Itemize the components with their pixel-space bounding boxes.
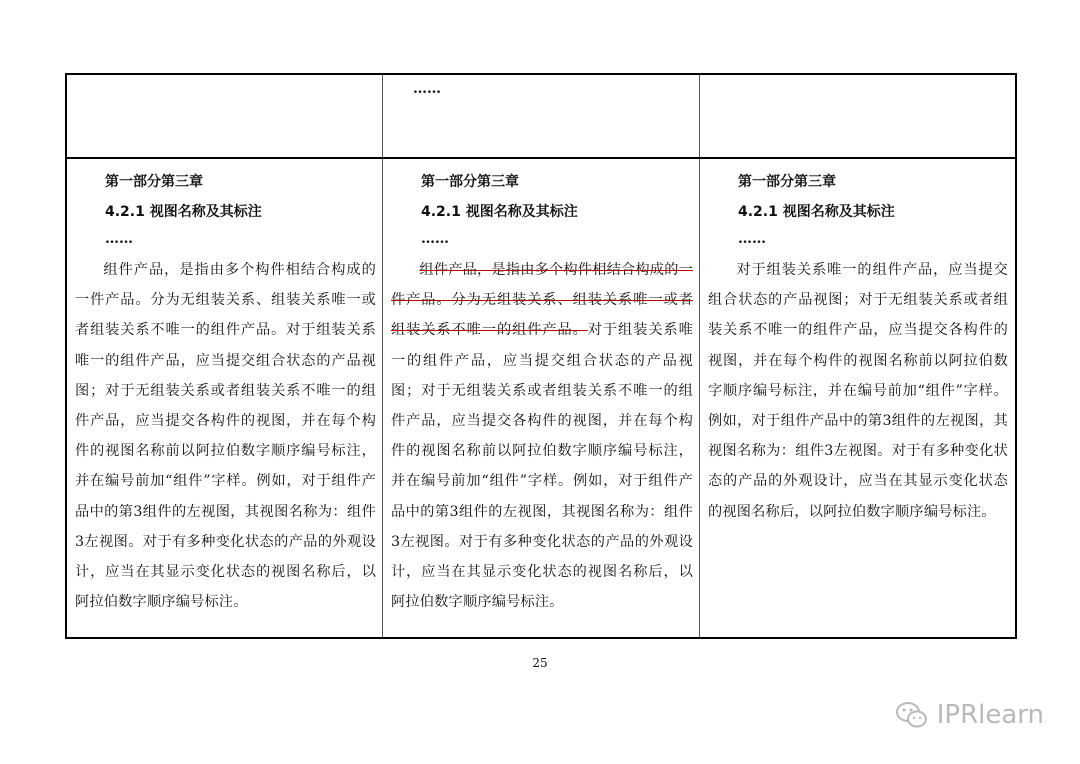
subsection-heading: 4.2.1 视图名称及其标注 bbox=[738, 204, 895, 220]
ellipsis: …… bbox=[413, 81, 441, 97]
body-text: 对于组装关系唯一的组件产品，应当提交组合状态的产品视图；对于无组装关系或者组装关系不唯一的组件产品，应当提交各构件的视图，并在每个构件的视图名称前以阿拉伯数字顺序编号标注，并在编号前加“组件”字样。例如，对于组件产品中的第3组件的左视图，其视图名称为：组件3左视图。对于有多种变化状态的产品的外观设计，应当在其显示变化状态的视图名称后，以阿拉伯数字顺序编号标注。 bbox=[391, 322, 693, 611]
deleted-text: 组件产品，是指由多个构件相结合构成的一件产品。分为无组装关系、组装关系唯一或者组装关系不唯一的组件产品。 bbox=[391, 262, 693, 339]
watermark-text: IPRlearn bbox=[936, 700, 1044, 730]
page-number: 25 bbox=[532, 656, 548, 670]
cell-revised-clean bbox=[700, 159, 1014, 637]
paragraph bbox=[75, 255, 376, 617]
section-heading: 第一部分第三章 bbox=[738, 174, 836, 190]
cell-original-text bbox=[67, 159, 382, 637]
watermark bbox=[895, 700, 1044, 730]
top-cell-middle bbox=[383, 75, 699, 157]
paragraph bbox=[391, 255, 693, 617]
section-heading: 第一部分第三章 bbox=[421, 174, 519, 190]
subsection-heading: 4.2.1 视图名称及其标注 bbox=[421, 204, 578, 220]
body-text: 组件产品，是指由多个构件相结合构成的一件产品。分为无组装关系、组装关系唯一或者组装关系不唯一的组件产品。对于组装关系唯一的组件产品，应当提交组合状态的产品视图；对于无组装关系或者组装关系不唯一的组件产品，应当提交各构件的视图，并在每个构件的视图名称前以阿拉伯数字顺序编号标注，并在编号前加“组件”字样。例如，对于组件产品中的第3组件的左视图，其视图名称为：组件3左视图。对于有多种变化状态的产品的外观设计，应当在其显示变化状态的视图名称后，以阿拉伯数字顺序编号标注。 bbox=[75, 262, 376, 611]
comparison-table bbox=[65, 73, 1017, 639]
section-heading: 第一部分第三章 bbox=[105, 174, 203, 190]
ellipsis: …… bbox=[105, 231, 133, 247]
ellipsis: …… bbox=[738, 231, 766, 247]
cell-revised-markup bbox=[383, 159, 699, 637]
ellipsis: …… bbox=[421, 231, 449, 247]
paragraph bbox=[708, 255, 1008, 527]
subsection-heading: 4.2.1 视图名称及其标注 bbox=[105, 204, 262, 220]
body-text: 对于组装关系唯一的组件产品，应当提交组合状态的产品视图；对于无组装关系或者组装关系不唯一的组件产品，应当提交各构件的视图，并在每个构件的视图名称前以阿拉伯数字顺序编号标注，并在编号前加“组件”字样。例如，对于组件产品中的第3组件的左视图，其视图名称为：组件3左视图。对于有多种变化状态的产品的外观设计，应当在其显示变化状态的视图名称后，以阿拉伯数字顺序编号标注。 bbox=[708, 262, 1008, 520]
wechat-icon bbox=[895, 700, 929, 730]
